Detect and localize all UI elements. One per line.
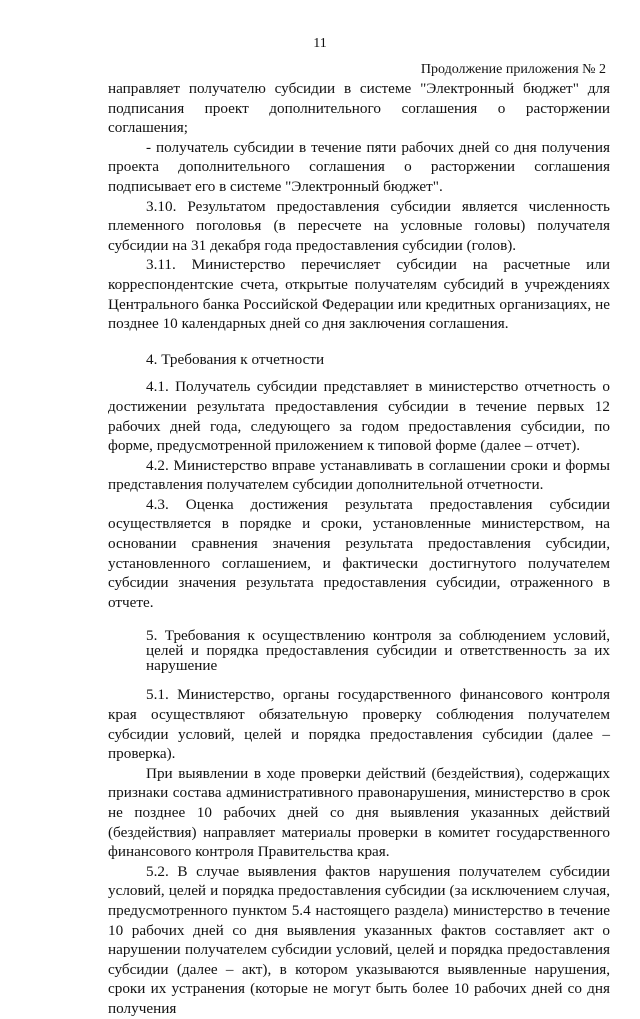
- paragraph-4-2: 4.2. Министерство вправе устанавливать в соглашении сроки и формы представления получателем субсидии дополнительной отчетности.: [108, 456, 610, 494]
- appendix-continuation-header: Продолжение приложения № 2: [420, 62, 606, 77]
- paragraph-5-1: 5.1. Министерство, органы государственного финансового контроля края осуществляют обязательную проверку соблюдения получателем субсидии условий, целей и порядка предоставления субсидии (далее – проверка).: [108, 686, 610, 763]
- paragraph-3-10: 3.10. Результатом предоставления субсидии является численность племенного поголовья (в пересчете на условные головы) получателя субсидии на 31 декабря года предоставления субсидии (голов).: [108, 197, 610, 254]
- page-number: 11: [313, 36, 327, 51]
- paragraph-3-11: 3.11. Министерство перечисляет субсидии на расчетные или корреспондентские счета, открытые получателям субсидий в учреждениях Центрального банка Российской Федерации или кредитных организациях, не позднее 10 календарных дней со дня заключения соглашения.: [108, 256, 610, 333]
- paragraph-recipient-signs: - получатель субсидии в течение пяти рабочих дней со дня получения проекта дополнительного соглашения о расторжении соглашения подписывает его в системе "Электронный бюджет".: [108, 138, 610, 195]
- paragraph-4-3: 4.3. Оценка достижения результата предоставления субсидии осуществляется в порядке и сроки, установленные министерством, на основании сравнения значения результата предоставления субсидии, установленного соглашением, и фактически достигнутого получателем субсидии значения результата предоставления субсидии, отраженного в отчете.: [108, 495, 610, 611]
- section-heading-4: 4. Требования к отчетности: [146, 350, 325, 368]
- paragraph-4-1: 4.1. Получатель субсидии представляет в министерство отчетность о достижении результата предоставления субсидии в течение первых 12 рабочих дней года, следующего за годом предоставления субсидии, по форме, предусмотренной приложением к типовой форме (далее – отчет).: [108, 378, 610, 455]
- paragraph-5-2: 5.2. В случае выявления фактов нарушения получателем субсидии условий, целей и порядка предоставления субсидии (за исключением случая, предусмотренного пунктом 5.4 настоящего раздела) министерство в течение 10 рабочих дней со дня выявления указанных фактов составляет акт о нарушении получателем субсидии условий, целей и порядка предоставления субсидии (далее – акт), в котором указываются выявленные нарушения, сроки их устранения (которые не могут быть более 10 рабочих дней со дня получения: [108, 862, 610, 1017]
- paragraph-violation-detection: При выявлении в ходе проверки действий (бездействия), содержащих признаки состава административного правонарушения, министерство в срок не позднее 10 рабочих дней со дня выявления указанных действий (бездействия) направляет материалы проверки в комитет государственного финансового контроля Правительства края.: [108, 764, 610, 861]
- section-heading-5: 5. Требования к осуществлению контроля за соблюдением условий, целей и порядка предоставления субсидии и ответственность за их нарушение: [146, 627, 610, 675]
- paragraph-continued: направляет получателю субсидии в системе "Электронный бюджет" для подписания проект дополнительного соглашения о расторжении соглашения;: [108, 80, 610, 137]
- document-body: [108, 79, 610, 1019]
